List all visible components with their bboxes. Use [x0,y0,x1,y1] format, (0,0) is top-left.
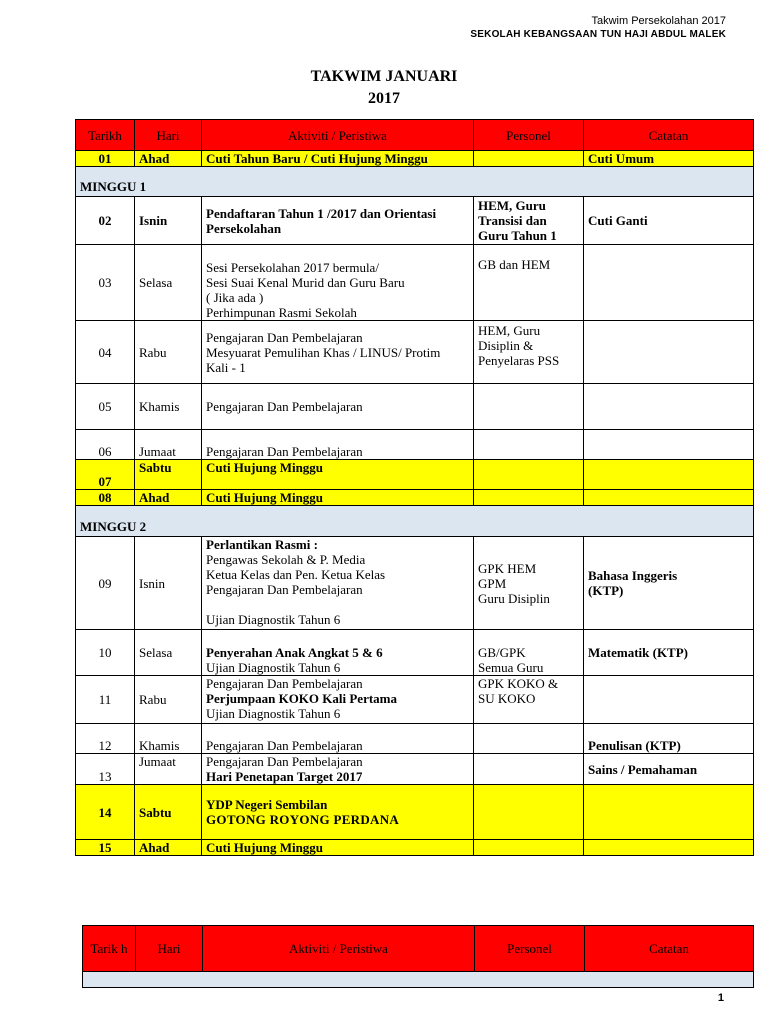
personnel-line: HEM, Guru [478,323,541,338]
col-day-header: Hari [135,120,202,151]
table-row [76,151,754,167]
row-notes: Sains / Pemahaman [584,754,754,785]
activity-line: Pengajaran Dan Pembelajaran [206,676,363,691]
row-personnel [474,537,584,630]
row-activity: Cuti Tahun Baru / Cuti Hujung Minggu [202,151,474,167]
row-activity: Pengajaran Dan Pembelajaran [202,724,474,754]
notes-line: (KTP) [588,583,624,598]
row-notes [584,785,754,840]
activity-line: GOTONG ROYONG PERDANA [206,812,400,827]
row-personnel [474,197,584,245]
page-number: 1 [717,992,724,1004]
table-row [76,245,754,321]
activity-line: Kali - 1 [206,359,246,375]
row-personnel [474,840,584,856]
table-row [76,430,754,460]
document-title: TAKWIM JANUARI [310,68,458,85]
row-notes [584,321,754,384]
row-personnel [474,724,584,754]
row-notes: Cuti Ganti [584,197,754,245]
row-day: Selasa [135,245,202,321]
row-notes [584,460,754,490]
activity-line: Ujian Diagnostik Tahun 6 [206,612,341,627]
row-activity [202,321,474,384]
row-day: Ahad [135,151,202,167]
row-activity [202,785,474,840]
row-notes [584,840,754,856]
row-personnel [474,676,584,724]
col-date-header: Tarikh [76,120,135,151]
row-day: Jumaat [135,430,202,460]
row-activity: Cuti Hujung Minggu [202,460,474,490]
activity-line: ( Jika ada ) [206,290,264,305]
table-row [76,537,754,630]
activity-line: Perhimpunan Rasmi Sekolah [206,305,357,320]
col-notes-header: Catatan [584,120,754,151]
activity-line: Penyerahan Anak Angkat 5 & 6 [206,645,383,660]
week-label: MINGGU 1 [76,167,754,197]
row-notes: Cuti Umum [584,151,754,167]
row-day: Khamis [135,384,202,430]
row-date: 08 [76,490,135,506]
row-date: 07 [76,460,135,490]
col-date-header: Tarik h [83,926,136,972]
row-notes: Penulisan (KTP) [584,724,754,754]
row-notes [584,676,754,724]
row-notes [584,384,754,430]
row-activity [202,197,474,245]
table-row [76,384,754,430]
activity-line: Mesyuarat Pemulihan Khas / LINUS/ Protim [206,344,441,360]
table-row [76,321,754,384]
row-date: 10 [76,630,135,676]
document-year: 2017 [368,90,400,107]
header-line-1: Takwim Persekolahan 2017 [591,15,726,27]
table-header-row [76,120,754,151]
activity-line: Persekolahan [206,220,282,236]
row-activity [202,676,474,724]
calendar-table [75,119,754,856]
activity-line: Pengajaran Dan Pembelajaran [206,329,363,345]
table-row [76,490,754,506]
row-date: 02 [76,197,135,245]
week-label [83,972,754,988]
activity-line: Sesi Suai Kenal Murid dan Guru Baru [206,275,405,290]
table-row [76,630,754,676]
table-row [76,460,754,490]
notes-line: Bahasa Inggeris [588,568,678,583]
personnel-line: GPK KOKO & [478,676,559,691]
row-notes [584,245,754,321]
row-notes: Matematik (KTP) [584,630,754,676]
row-personnel: GB dan HEM [474,245,584,321]
activity-line: Ujian Diagnostik Tahun 6 [206,706,341,721]
row-day: Isnin [135,197,202,245]
row-personnel [474,785,584,840]
row-date: 09 [76,537,135,630]
col-personnel-header: Personel [475,926,585,972]
table-row [76,197,754,245]
row-day: Ahad [135,490,202,506]
col-activity-header: Aktiviti / Peristiwa [203,926,475,972]
activity-line: Sesi Persekolahan 2017 bermula/ [206,260,379,275]
activity-line: Pengajaran Dan Pembelajaran [206,754,363,769]
personnel-line: Transisi dan [478,213,547,228]
activity-line: Hari Penetapan Target 2017 [206,769,363,784]
row-personnel [474,754,584,785]
col-day-header: Hari [136,926,203,972]
row-day: Ahad [135,840,202,856]
header-line-2: SEKOLAH KEBANGSAAN TUN HAJI ABDUL MALEK [470,29,726,40]
table-row [76,840,754,856]
row-activity: Pengajaran Dan Pembelajaran [202,384,474,430]
row-day: Isnin [135,537,202,630]
row-day: Rabu [135,676,202,724]
activity-line: Pengawas Sekolah & P. Media [206,552,366,567]
activity-line [206,597,469,612]
calendar-table-continued [82,925,754,988]
week-row [76,167,754,197]
row-activity: Cuti Hujung Minggu [202,490,474,506]
row-date: 05 [76,384,135,430]
table-header-row [83,926,754,972]
page-header [470,14,726,41]
personnel-line: HEM, Guru [478,198,546,213]
table-row [76,754,754,785]
row-day: Jumaat [135,754,202,785]
activity-line: YDP Negeri Sembilan [206,797,328,812]
personnel-line: Penyelaras PSS [478,353,560,368]
row-personnel [474,384,584,430]
row-day: Sabtu [135,460,202,490]
personnel-line: Disiplin & [478,338,534,353]
col-personnel-header: Personel [474,120,584,151]
row-date: 04 [76,321,135,384]
personnel-line: GB/GPK [478,645,526,660]
row-date: 03 [76,245,135,321]
table-row [76,785,754,840]
row-personnel [474,460,584,490]
personnel-line: Guru Tahun 1 [478,228,557,243]
personnel-line: GPM [478,575,507,591]
activity-line: Pengajaran Dan Pembelajaran [206,582,363,597]
col-activity-header: Aktiviti / Peristiwa [202,120,474,151]
row-date: 14 [76,785,135,840]
personnel-line: SU KOKO [478,691,536,706]
activity-line: Pendaftaran Tahun 1 /2017 dan Orientasi [206,205,437,221]
activity-line: Perlantikan Rasmi : [206,537,318,552]
row-activity: Pengajaran Dan Pembelajaran [202,430,474,460]
row-notes [584,430,754,460]
row-date: 06 [76,430,135,460]
row-date: 01 [76,151,135,167]
activity-line: Perjumpaan KOKO Kali Pertama [206,691,398,706]
row-activity [202,537,474,630]
row-date: 11 [76,676,135,724]
row-day: Sabtu [135,785,202,840]
row-day: Rabu [135,321,202,384]
row-personnel [474,321,584,384]
row-day: Khamis [135,724,202,754]
row-personnel [474,490,584,506]
week-label: MINGGU 2 [76,506,754,537]
personnel-line: GPK HEM [478,560,537,576]
week-row [83,972,754,988]
row-day: Selasa [135,630,202,676]
row-notes [584,490,754,506]
row-personnel [474,630,584,676]
activity-line: Ketua Kelas dan Pen. Ketua Kelas [206,567,386,582]
activity-line: Ujian Diagnostik Tahun 6 [206,660,341,675]
row-date: 13 [76,754,135,785]
row-activity [202,245,474,321]
row-activity: Cuti Hujung Minggu [202,840,474,856]
personnel-line: Guru Disiplin [478,590,550,606]
table-row [76,724,754,754]
row-activity [202,754,474,785]
row-date: 12 [76,724,135,754]
row-notes [584,537,754,630]
row-activity [202,630,474,676]
table-row [76,676,754,724]
week-row [76,506,754,537]
personnel-line: Semua Guru [478,660,544,675]
row-personnel [474,430,584,460]
col-notes-header: Catatan [585,926,754,972]
row-date: 15 [76,840,135,856]
row-personnel [474,151,584,167]
